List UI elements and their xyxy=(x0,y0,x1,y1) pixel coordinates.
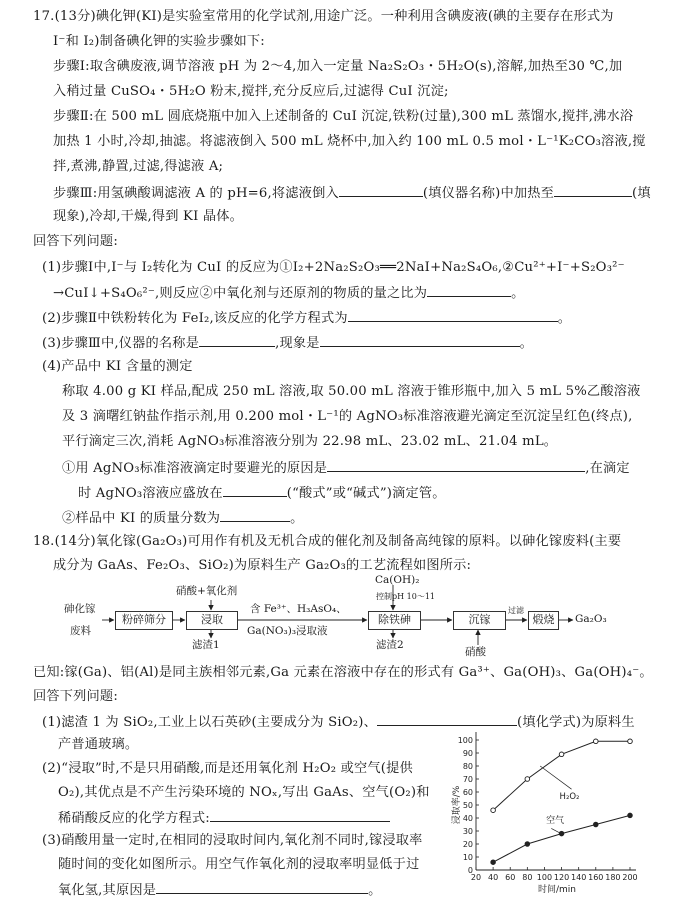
flow-leachate-1: 含 Fe³⁺、H₃AsO₄、 xyxy=(250,603,347,615)
q18-known: 已知:镓(Ga)、铝(Al)是同主族相邻元素,Ga 元素在溶液中存在的形式有 Ga³⁺、Ga(OH)₃、Ga(OH)₄⁻。 xyxy=(33,665,653,680)
flow-residue-2: 滤渣2 xyxy=(376,639,404,651)
y-tick-label: 80 xyxy=(462,762,473,771)
y-tick-label: 50 xyxy=(462,801,473,810)
data-point xyxy=(593,822,598,827)
flow-step-precip: 沉镓 xyxy=(453,611,506,630)
q17-step3-text-b: (填仪器名称)中加热至 xyxy=(422,186,555,201)
x-tick-label: 140 xyxy=(571,873,587,882)
flow-step-calcine: 煅烧 xyxy=(528,611,559,630)
period: 。 xyxy=(368,883,382,898)
q17-step3-text-a: 步骤Ⅲ:用氢碘酸调滤液 A 的 pH=6,将滤液倒入 xyxy=(53,186,339,201)
x-tick-label: 20 xyxy=(470,873,482,882)
q18-title-cont: 成分为 GaAs、Fe₂O₃、SiO₂)为原料生产 Ga₂O₃的工艺流程如图所示: xyxy=(53,558,472,573)
y-tick-label: 30 xyxy=(462,827,473,836)
q17-sub3-text-a: (3)步骤Ⅲ中,仪器的名称是 xyxy=(42,336,200,351)
y-tick-label: 40 xyxy=(462,814,473,823)
flow-reagent-hno3: 硝酸 xyxy=(465,646,486,658)
flow-step-leach: 浸取 xyxy=(186,611,238,630)
y-tick-label: 100 xyxy=(457,736,473,745)
x-tick-label: 80 xyxy=(522,873,533,882)
y-tick-label: 70 xyxy=(462,775,473,784)
series-label: H₂O₂ xyxy=(559,792,580,803)
q17-sub4-q1-text-b: ,在滴定 xyxy=(585,461,630,476)
flow-feed-1: 砷化镓 xyxy=(64,603,96,615)
q17-sub4: (4)产品中 KI 含量的测定 xyxy=(42,359,193,374)
q18-sub1-line2: 产普通玻璃。 xyxy=(58,737,139,752)
y-axis-label: 浸取率/% xyxy=(452,785,462,825)
q17-step1-line1: 步骤Ⅰ:取含碘废液,调节溶液 pH 为 2～4,加入一定量 Na₂S₂O₃・5H₂O(s),溶解,加热至30 ℃,加 xyxy=(53,59,623,74)
period: 。 xyxy=(290,511,304,526)
x-tick-label: 200 xyxy=(622,873,638,882)
q18-sub1-text-a: (1)滤渣 1 为 SiO₂,工业上以石英砂(主要成分为 SiO₂)、 xyxy=(42,715,378,730)
flow-reagent-leach: 硝酸+氧化剂 xyxy=(176,585,238,597)
flow-filter: 过滤 xyxy=(508,606,524,615)
y-tick-label: 60 xyxy=(462,788,473,797)
series-leader-line xyxy=(551,828,560,833)
q17-sub2-text: (2)步骤Ⅱ中铁粉转化为 FeI₂,该反应的化学方程式为 xyxy=(42,311,348,326)
q17-step3-line2: 现象),冷却,干燥,得到 KI 晶体。 xyxy=(53,209,244,224)
y-tick-label: 90 xyxy=(462,749,473,758)
q18-sub3-line1: (3)硝酸用量一定时,在相同的浸取时间内,氧化剂不同时,镓浸取率 xyxy=(42,833,423,848)
q17-sub3-text-b: ,现象是 xyxy=(275,336,320,351)
data-point xyxy=(559,752,564,757)
flow-reagent-caoh: Ca(OH)₂ xyxy=(375,574,420,586)
q18-sub2-line2: O₂),其优点是不产生污染环境的 NOₓ,写出 GaAs、空气(O₂)和 xyxy=(58,785,430,800)
q17-sub4-q1-text-d: (“酸式”或“碱式”)滴定管。 xyxy=(286,486,446,501)
q18-sub3-line2: 随时间的变化如图所示。用空气作氧化剂的浸取率明显低于过 xyxy=(58,857,420,872)
x-tick-label: 40 xyxy=(488,873,499,882)
x-tick-label: 60 xyxy=(505,873,516,882)
q17-sub4-line2: 及 3 滴曙红钠盐作指示剂,用 0.200 mol・L⁻¹的 AgNO₃标准溶液避光滴定至沉淀呈红色(终点), xyxy=(62,409,633,424)
flow-product: Ga₂O₃ xyxy=(575,613,607,625)
q17-step2-line1: 步骤Ⅱ:在 500 mL 圆底烧瓶中加入上述制备的 CuI 沉淀,铁粉(过量),300 mL 蒸馏水,搅拌,沸水浴 xyxy=(53,109,634,124)
q17-step3-text-c: (填 xyxy=(632,186,651,201)
data-point xyxy=(491,808,496,813)
series-label: 空气 xyxy=(546,816,565,827)
q18-sub2-line1: (2)“浸取”时,不是只用硝酸,而是还用氧化剂 H₂O₂ 或空气(提供 xyxy=(42,761,413,776)
q17-title-cont: I⁻和 I₂)制备碘化钾的实验步骤如下: xyxy=(53,34,265,49)
period: 。 xyxy=(511,286,525,301)
q18-sub1-text-b: (填化学式)为原料生 xyxy=(517,715,635,730)
q17-sub4-line1: 称取 4.00 g KI 样品,配成 250 mL 溶液,取 50.00 mL 溶液于锥形瓶中,加入 5 mL 5%乙酸溶液 xyxy=(62,384,641,399)
x-tick-label: 160 xyxy=(588,873,604,882)
q17-step1-line2: 入稍过量 CuSO₄・5H₂O 粉末,搅拌,充分反应后,过滤得 CuI 沉淀; xyxy=(53,84,449,99)
q17-sub1-line1: (1)步骤Ⅰ中,I⁻与 I₂转化为 CuI 的反应为①I₂+2Na₂S₂O₃══2NaI+Na₂S₄O₆,②Cu²⁺+I⁻+S₂O₃²⁻ xyxy=(42,260,625,275)
data-point xyxy=(525,842,530,847)
q17-sub1-text: →CuI↓+S₄O₆²⁻,则反应②中氧化剂与还原剂的物质的量之比为 xyxy=(53,286,428,301)
y-tick-label: 20 xyxy=(462,840,473,849)
q18-sub3-text-c: 氧化氢,其原因是 xyxy=(58,883,157,898)
data-point xyxy=(525,777,530,782)
data-point xyxy=(628,813,633,818)
x-axis-label: 时间/min xyxy=(537,885,577,895)
data-point xyxy=(491,860,496,865)
q17-step2-line2: 加热 1 小时,冷却,抽滤。将滤液倒入 500 mL 烧杯中,加入约 100 mL 0.5 mol・L⁻¹K₂CO₃溶液,搅 xyxy=(53,134,646,149)
data-point xyxy=(559,831,564,836)
data-point xyxy=(593,739,598,744)
flow-leachate-2: Ga(NO₃)₃浸取液 xyxy=(247,625,328,637)
flow-step-crush: 粉碎筛分 xyxy=(115,611,173,630)
q17-sub4-q2-text: ②样品中 KI 的质量分数为 xyxy=(62,511,221,526)
flow-control-ph: 控制pH 10～11 xyxy=(376,592,435,601)
q17-sub4-line3: 平行滴定三次,消耗 AgNO₃标准溶液分别为 22.98 mL、23.02 mL、21.04 mL。 xyxy=(62,434,558,449)
q17-step2-line3: 拌,煮沸,静置,过滤,得滤液 A; xyxy=(53,159,224,174)
flow-step-remove: 除铁砷 xyxy=(368,611,421,630)
q18-answer-intro: 回答下列问题: xyxy=(33,689,118,704)
flow-feed-2: 废料 xyxy=(70,625,91,637)
y-tick-label: 0 xyxy=(467,866,473,875)
y-tick-label: 10 xyxy=(462,853,473,862)
period: 。 xyxy=(557,311,572,326)
q17-sub4-q1-text-c: 时 AgNO₃溶液应盛放在 xyxy=(78,486,223,501)
x-tick-label: 120 xyxy=(553,873,570,882)
q17-answer-intro: 回答下列问题: xyxy=(33,234,118,249)
x-tick-label: 180 xyxy=(605,873,621,882)
data-point xyxy=(628,739,633,744)
series-leader-line xyxy=(540,766,571,789)
q18-sub2-text-c: 稀硝酸反应的化学方程式: xyxy=(58,811,210,826)
q17-title: 17.(13分)碘化钾(KI)是实验室常用的化学试剂,用途广泛。一种利用含碘废液(碘的主要存在形式为 xyxy=(33,9,614,24)
flow-residue-1: 滤渣1 xyxy=(192,639,220,651)
q17-sub4-q1-text-a: ①用 AgNO₃标准溶液滴定时要避光的原因是 xyxy=(62,461,328,476)
period: 。 xyxy=(519,336,534,351)
q18-title: 18.(14分)氧化镓(Ga₂O₃)可用作有机及无机合成的催化剂及制备高纯镓的原料。以砷化镓废料(主要 xyxy=(33,534,622,549)
x-tick-label: 100 xyxy=(536,873,553,882)
